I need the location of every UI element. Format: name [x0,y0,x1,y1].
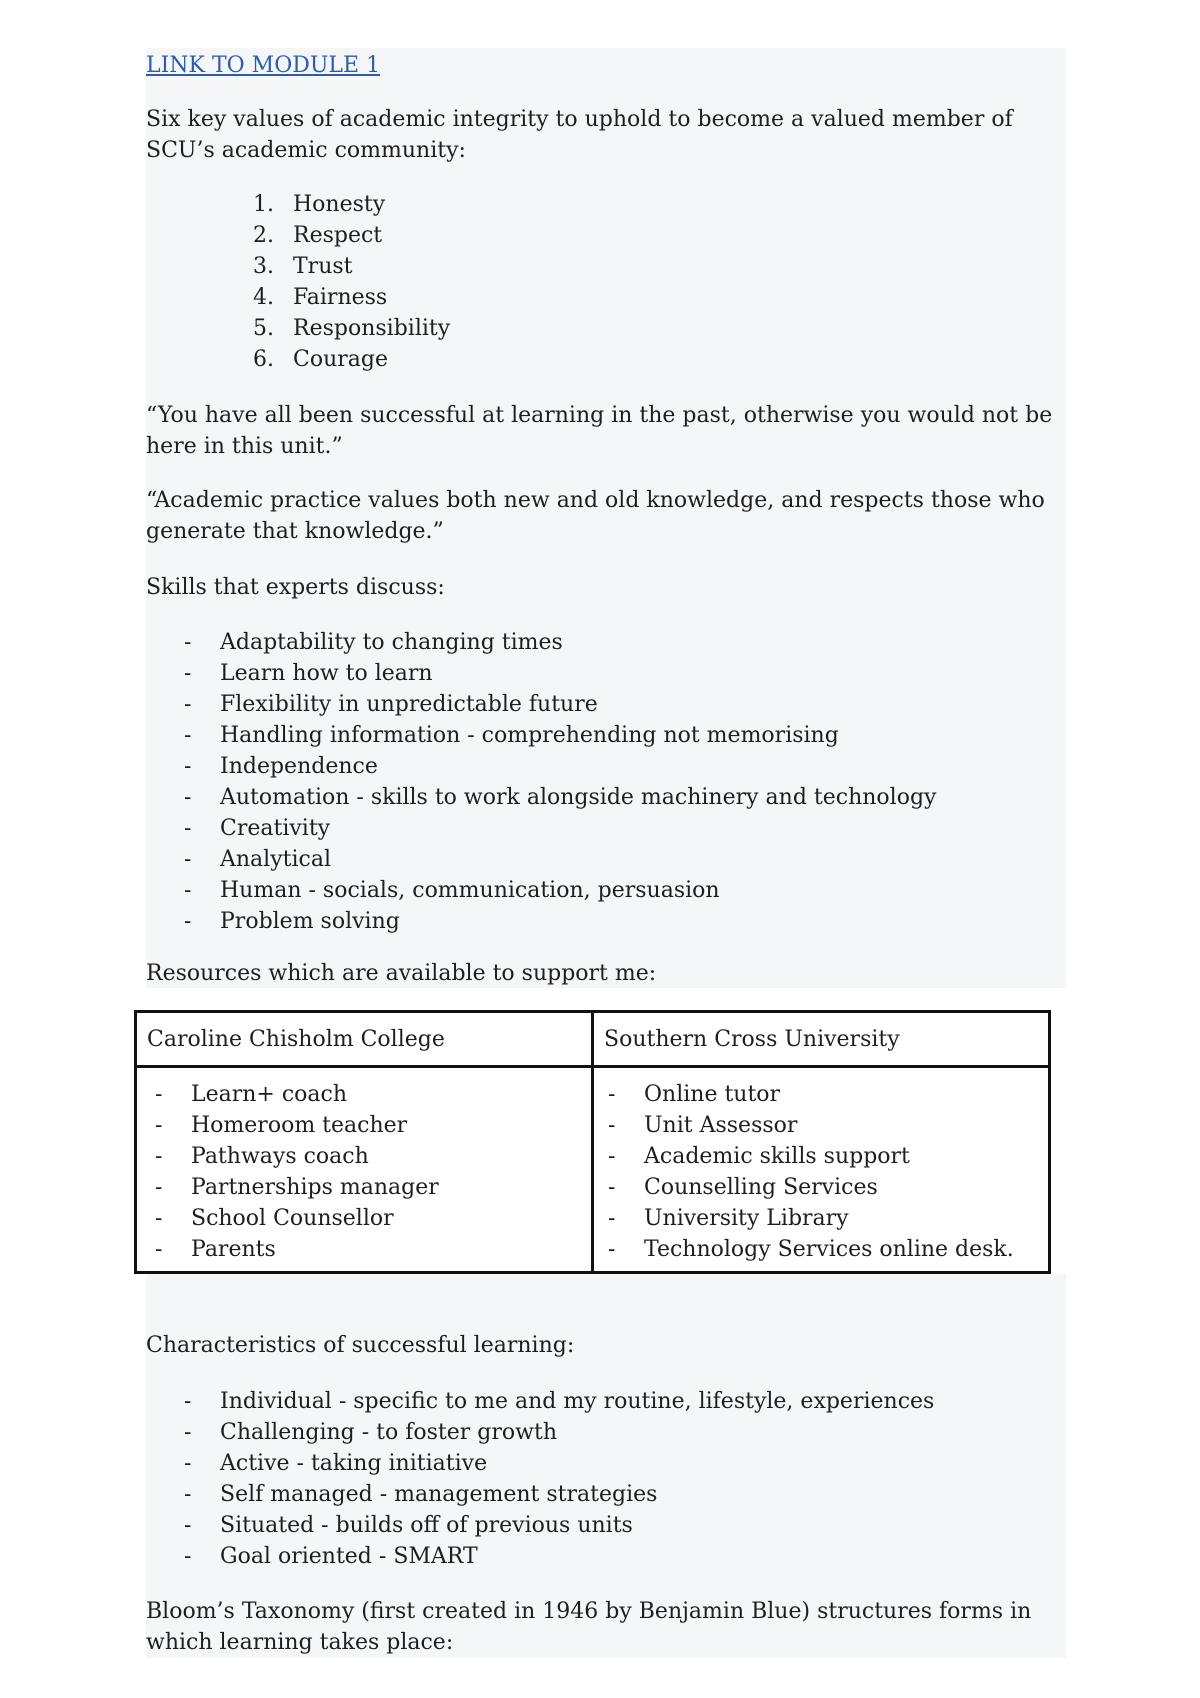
table-header-cell: Southern Cross University [593,1012,1050,1067]
bloom-paragraph: Bloom’s Taxonomy (first created in 1946 by Benjamin Blue) structures forms in which learning takes place: [146,1599,1032,1655]
quote-2: “Academic practice values both new and old knowledge, and respects those who generate that knowledge.” [146,488,1045,544]
characteristics-heading: Characteristics of successful learning: [146,1333,575,1358]
table-header-cell: Caroline Chisholm College [136,1012,593,1067]
resources-heading: Resources which are available to support me: [146,961,657,986]
characteristics-list: - Individual - specific to me and my routine, lifestyle, experiences - Challenging - to foster growth - Active - taking initiative - Self managed - management strategies - Situated - builds off of previous units - Goal oriented - SMART [184,1389,935,1569]
skills-list: - Adaptability to changing times - Learn how to learn - Flexibility in unpredictable future - Handling information - comprehending not memorising - Independence - Automation - skills to work alongside machinery and technology - Creativity - Analytical - Human - socials, communication, persuasion - Problem solving [184,630,937,934]
table-cell: - Online tutor - Unit Assessor - Academic skills support - Counselling Services - University Library - Technology Services online desk. [593,1067,1050,1273]
module-1-link[interactable]: LINK TO MODULE 1 [146,53,381,78]
resources-table [134,1010,1051,1274]
skills-heading: Skills that experts discuss: [146,575,445,600]
values-list: 1. Honesty 2. Respect 3. Trust 4. Fairness 5. Responsibility 6. Courage [253,192,451,372]
intro-paragraph: Six key values of academic integrity to uphold to become a valued member of SCU’s academic community: [146,107,1013,163]
quote-1: “You have all been successful at learning in the past, otherwise you would not be here in this unit.” [146,403,1053,459]
table-cell: - Learn+ coach - Homeroom teacher - Pathways coach - Partnerships manager - School Counsellor - Parents [136,1067,593,1273]
